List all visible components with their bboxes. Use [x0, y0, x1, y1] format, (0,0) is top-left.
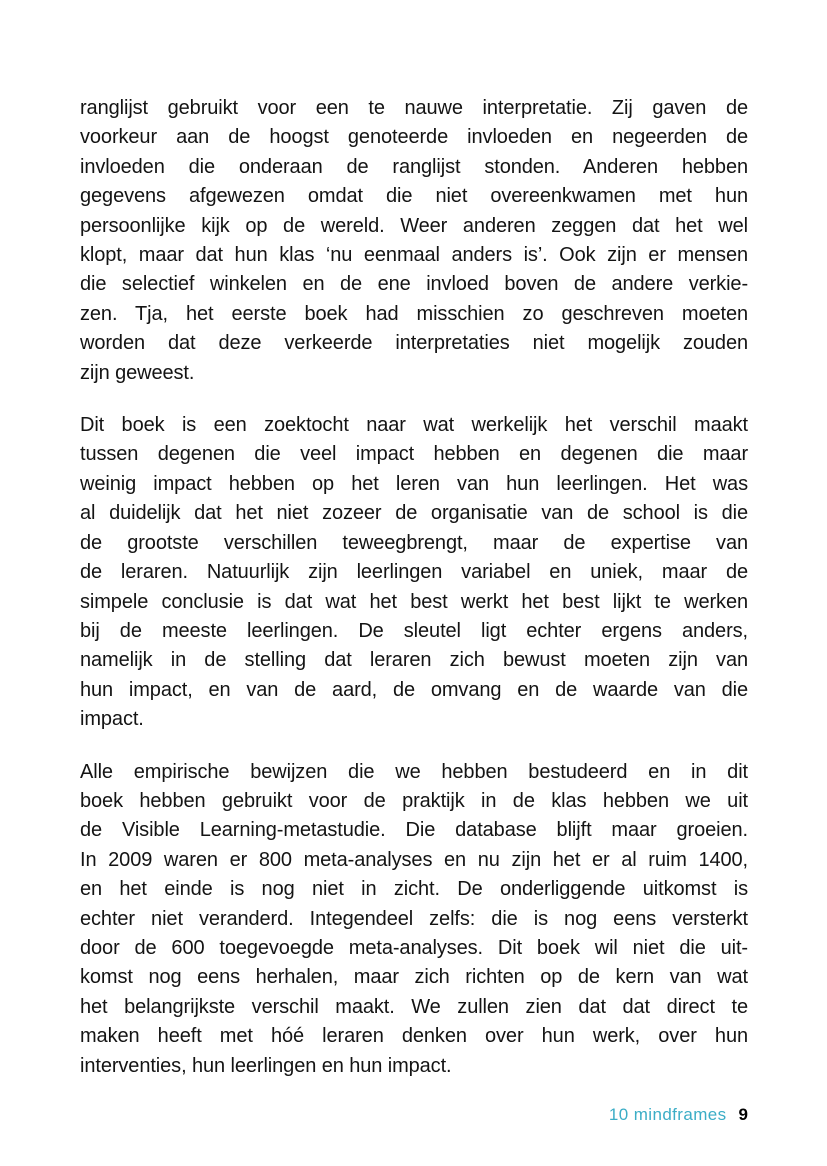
text-line: en het einde is nog niet in zicht. De onderliggende uitkomst is: [80, 878, 748, 901]
text-line: weinig impact hebben op het leren van hun leerlingen. Het was: [80, 472, 748, 495]
text-line: In 2009 waren er 800 meta-analyses en nu zijn het er al ruim 1400,: [80, 848, 748, 871]
text-line: persoonlijke kijk op de wereld. Weer anderen zeggen dat het wel: [80, 214, 748, 237]
text-line: klopt, maar dat hun klas ‘nu eenmaal anders is’. Ook zijn er mensen: [80, 244, 748, 267]
text-line: interventies, hun leerlingen en hun impact.: [80, 1054, 452, 1077]
text-line: hun impact, en van de aard, de omvang en de waarde van die: [80, 678, 748, 701]
text-line: Dit boek is een zoektocht naar wat werkelijk het verschil maakt: [80, 414, 748, 437]
text-line: ranglijst gebruikt voor een te nauwe interpretatie. Zij gaven de: [80, 97, 748, 119]
page-text: [80, 94, 748, 1104]
running-footer-book-title: 10 mindframes: [608, 1105, 727, 1124]
text-line: maken heeft met hóé leraren denken over hun werk, over hun: [80, 1025, 748, 1048]
text-line: zijn geweest.: [80, 361, 195, 384]
text-line: Alle empirische bewijzen die we hebben bestudeerd en in dit: [80, 760, 748, 783]
text-line: de grootste verschillen teweegbrengt, maar de expertise van: [80, 531, 748, 554]
text-line: bij de meeste leerlingen. De sleutel ligt echter ergens anders,: [80, 619, 748, 642]
text-line: worden dat deze verkeerde interpretaties niet mogelijk zouden: [80, 332, 748, 355]
text-line: al duidelijk dat het niet zozeer de organisatie van de school is die: [80, 502, 748, 525]
page-number: 9: [738, 1105, 748, 1124]
paragraph-1: [80, 94, 748, 388]
text-line: de leraren. Natuurlijk zijn leerlingen variabel en uniek, maar de: [80, 561, 748, 584]
text-line: impact.: [80, 708, 144, 731]
text-line: echter niet veranderd. Integendeel zelfs: die is nog eens versterkt: [80, 907, 748, 930]
text-line: boek hebben gebruikt voor de praktijk in de klas hebben we uit: [80, 789, 748, 812]
text-line: de Visible Learning-metastudie. Die database blijft maar groeien.: [80, 819, 748, 842]
text-line: gegevens afgewezen omdat die niet overeenkwamen met hun: [80, 185, 748, 208]
text-line: zen. Tja, het eerste boek had misschien zo geschreven moeten: [80, 302, 748, 325]
text-line: tussen degenen die veel impact hebben en degenen die maar: [80, 443, 748, 466]
paragraph-2: [80, 411, 748, 734]
text-line: namelijk in de stelling dat leraren zich bewust moeten zijn van: [80, 649, 748, 672]
paragraph-3: [80, 758, 748, 1081]
text-line: door de 600 toegevoegde meta-analyses. Dit boek wil niet die uit-: [80, 936, 748, 959]
text-line: voorkeur aan de hoogst genoteerde invloeden en negeerden de: [80, 126, 748, 149]
text-line: komst nog eens herhalen, maar zich richten op de kern van wat: [80, 966, 748, 989]
page-footer: [609, 1103, 748, 1127]
text-line: simpele conclusie is dat wat het best werkt het best lijkt te werken: [80, 590, 748, 613]
text-line: die selectief winkelen en de ene invloed boven de andere verkie-: [80, 273, 748, 296]
text-line: invloeden die onderaan de ranglijst stonden. Anderen hebben: [80, 155, 748, 178]
text-line: het belangrijkste verschil maakt. We zullen zien dat dat direct te: [80, 995, 748, 1018]
